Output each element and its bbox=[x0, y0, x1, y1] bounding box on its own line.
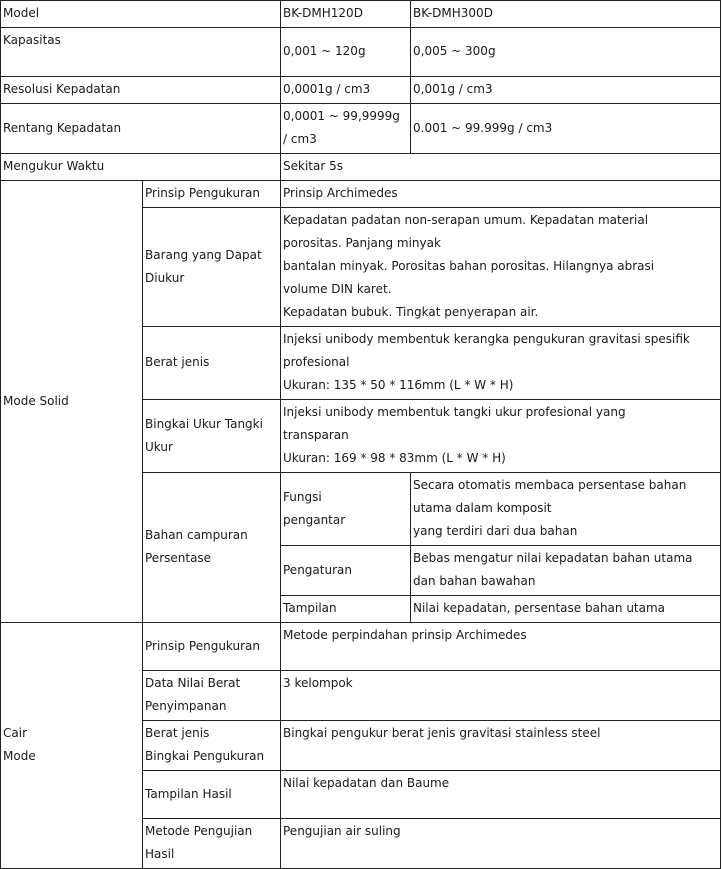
solid-gravity-line: Ukuran: 135 * 50 * 116mm (L * W * H) bbox=[283, 378, 514, 392]
row-resolution bbox=[1, 77, 721, 104]
solid-mix-settings-line: dan bahan bawahan bbox=[413, 574, 536, 588]
solid-gravity-line: profesional bbox=[283, 355, 350, 369]
liquid-result-value: Nilai kepadatan dan Baume bbox=[281, 771, 721, 819]
range-a-line2: / cm3 bbox=[283, 132, 317, 146]
solid-mix-function-label bbox=[281, 473, 411, 546]
solid-items-line: Kepadatan bubuk. Tingkat penyerapan air. bbox=[283, 305, 539, 319]
liquid-mode-label bbox=[1, 623, 143, 869]
liquid-storage-label-line2: Penyimpanan bbox=[145, 699, 227, 713]
row-model bbox=[1, 1, 721, 28]
time-value: Sekitar 5s bbox=[281, 154, 721, 181]
solid-mix-function-line: Secara otomatis membaca persentase bahan bbox=[413, 478, 687, 492]
liquid-storage-value: 3 kelompok bbox=[281, 671, 721, 721]
solid-mix-function-label-line2: pengantar bbox=[283, 512, 346, 527]
solid-mode-label: Mode Solid bbox=[1, 181, 143, 623]
solid-tank-label-line1: Bingkai Ukur Tangki bbox=[145, 416, 263, 431]
model-b: BK-DMH300D bbox=[411, 1, 721, 28]
solid-tank-line: Injeksi unibody membentuk tangki ukur profesional yang bbox=[283, 405, 626, 419]
solid-mix-function-label-line1: Fungsi bbox=[283, 489, 322, 504]
liquid-principle-value: Metode perpindahan prinsip Archimedes bbox=[281, 623, 721, 671]
liquid-test-label-line2: Hasil bbox=[145, 847, 175, 861]
liquid-storage-label-line1: Data Nilai Berat bbox=[145, 676, 241, 690]
solid-tank-line: Ukuran: 169 * 98 * 83mm (L * W * H) bbox=[283, 451, 506, 465]
solid-items-label bbox=[143, 208, 281, 327]
solid-mix-display-label: Tampilan bbox=[281, 596, 411, 623]
solid-tank-line: transparan bbox=[283, 428, 349, 442]
solid-items-value bbox=[281, 208, 721, 327]
model-a: BK-DMH120D bbox=[281, 1, 411, 28]
range-label: Rentang Kepadatan bbox=[1, 104, 281, 154]
row-range bbox=[1, 104, 721, 154]
solid-mix-display-value: Nilai kepadatan, persentase bahan utama bbox=[411, 596, 721, 623]
liquid-test-value: Pengujian air suling bbox=[281, 819, 721, 869]
solid-mix-label-line2: Persentase bbox=[145, 551, 212, 565]
solid-items-label-line2: Diukur bbox=[145, 270, 185, 285]
liquid-principle-label: Prinsip Pengukuran bbox=[143, 623, 281, 671]
capacity-b: 0,005 ~ 300g bbox=[411, 28, 721, 77]
row-capacity bbox=[1, 28, 721, 77]
solid-mix-label bbox=[143, 473, 281, 623]
resolution-label: Resolusi Kepadatan bbox=[1, 77, 281, 104]
liquid-result-label: Tampilan Hasil bbox=[143, 771, 281, 819]
row-time bbox=[1, 154, 721, 181]
capacity-a: 0,001 ~ 120g bbox=[281, 28, 411, 77]
solid-items-line: bantalan minyak. Porositas bahan porositas. Hilangnya abrasi bbox=[283, 259, 655, 273]
solid-principle-value: Prinsip Archimedes bbox=[281, 181, 721, 208]
solid-items-line: porositas. Panjang minyak bbox=[283, 236, 441, 250]
solid-items-line: Kepadatan padatan non-serapan umum. Kepadatan material bbox=[283, 213, 649, 227]
solid-tank-value bbox=[281, 400, 721, 473]
solid-mix-settings-line: Bebas mengatur nilai kepadatan bahan utama bbox=[413, 551, 693, 565]
liquid-frame-label-line2: Bingkai Pengukuran bbox=[145, 749, 265, 763]
resolution-b: 0,001g / cm3 bbox=[411, 77, 721, 104]
solid-tank-label bbox=[143, 400, 281, 473]
liquid-frame-value: Bingkai pengukur berat jenis gravitasi stainless steel bbox=[281, 721, 721, 771]
solid-gravity-value bbox=[281, 327, 721, 400]
solid-gravity-line: Injeksi unibody membentuk kerangka pengukuran gravitasi spesifik bbox=[283, 332, 690, 346]
range-a bbox=[281, 104, 411, 154]
capacity-label: Kapasitas bbox=[1, 28, 281, 77]
solid-mix-function-line: utama dalam komposit bbox=[413, 501, 552, 515]
model-label: Model bbox=[1, 1, 281, 28]
solid-mix-function-line: yang terdiri dari dua bahan bbox=[413, 524, 578, 538]
row-liquid-principle bbox=[1, 623, 721, 671]
solid-tank-label-line2: Ukur bbox=[145, 439, 173, 454]
liquid-frame-label-line1: Berat jenis bbox=[145, 726, 210, 740]
solid-items-label-line1: Barang yang Dapat bbox=[145, 247, 262, 262]
liquid-frame-label bbox=[143, 721, 281, 771]
range-b: 0.001 ~ 99.999g / cm3 bbox=[411, 104, 721, 154]
solid-mix-label-line1: Bahan campuran bbox=[145, 528, 248, 542]
range-a-line1: 0,0001 ~ 99,9999g bbox=[283, 109, 400, 123]
liquid-mode-line1: Cair bbox=[3, 726, 27, 740]
solid-principle-label: Prinsip Pengukuran bbox=[143, 181, 281, 208]
solid-mix-settings-label: Pengaturan bbox=[281, 546, 411, 596]
row-solid-principle bbox=[1, 181, 721, 208]
resolution-a: 0,0001g / cm3 bbox=[281, 77, 411, 104]
liquid-mode-line2: Mode bbox=[3, 749, 36, 763]
solid-gravity-label: Berat jenis bbox=[143, 327, 281, 400]
time-label: Mengukur Waktu bbox=[1, 154, 281, 181]
solid-items-line: volume DIN karet. bbox=[283, 282, 392, 296]
liquid-test-label-line1: Metode Pengujian bbox=[145, 824, 253, 838]
solid-mix-settings-value bbox=[411, 546, 721, 596]
liquid-storage-label bbox=[143, 671, 281, 721]
solid-mix-function-value bbox=[411, 473, 721, 546]
